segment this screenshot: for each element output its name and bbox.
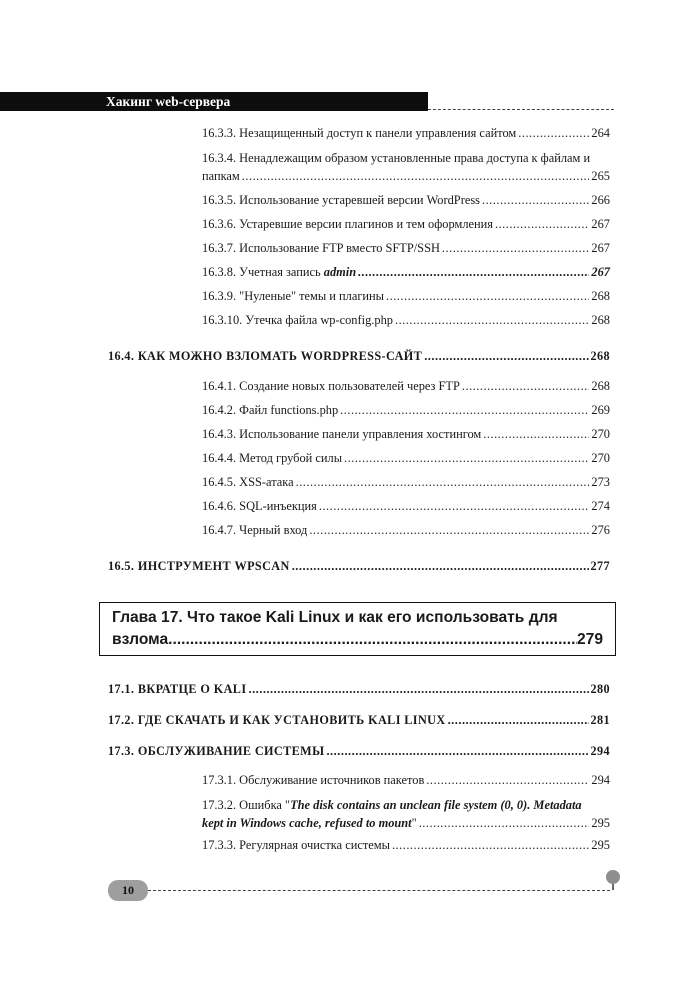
- dot-leader: [419, 814, 590, 832]
- dot-leader: [442, 239, 589, 257]
- toc-entry[interactable]: 16.3.9. "Нуленые" темы и плагины ..... 268: [202, 287, 610, 305]
- toc-section-heading[interactable]: 17.2. ГДЕ СКАЧАТЬ И КАК УСТАНОВИТЬ KALI LINUX ..... 281: [108, 711, 610, 729]
- dot-leader: [344, 449, 589, 467]
- footer-dashed-rule: [148, 890, 610, 891]
- toc-entry[interactable]: 16.4.2. Файл functions.php ..... 269: [202, 401, 610, 419]
- toc-entry[interactable]: 16.3.7. Использование FTP вместо SFTP/SSH ..... 267: [202, 239, 610, 257]
- toc-entry[interactable]: 16.4.7. Черный вход ..... 276: [202, 521, 610, 539]
- dot-leader: [426, 771, 589, 789]
- toc-entry[interactable]: 16.3.4. Ненадлежащим образом установленные права доступа к файлам и папкам ..... 265: [202, 149, 610, 185]
- running-header: [0, 92, 428, 111]
- page-number-badge: 10: [108, 880, 148, 901]
- dot-leader: [424, 347, 588, 365]
- dot-leader: [518, 124, 589, 142]
- dot-leader: [483, 425, 589, 443]
- dot-leader: [296, 473, 590, 491]
- toc-section-heading[interactable]: 17.3. ОБСЛУЖИВАНИЕ СИСТЕМЫ ..... 294: [108, 742, 610, 760]
- toc-entry[interactable]: 17.3.1. Обслуживание источников пакетов ..... 294: [202, 771, 610, 789]
- toc-entry[interactable]: 16.3.6. Устаревшие версии плагинов и тем оформления ..... 267: [202, 215, 610, 233]
- dot-leader: [292, 557, 589, 575]
- toc-section-heading[interactable]: 17.1. ВКРАТЦЕ О KALI ..... 280: [108, 680, 610, 698]
- toc-entry[interactable]: 16.4.5. XSS-атака ..... 273: [202, 473, 610, 491]
- dot-leader: [358, 263, 589, 281]
- chapter-heading-box[interactable]: [99, 602, 616, 656]
- toc-section-heading[interactable]: 16.4. КАК МОЖНО ВЗЛОМАТЬ WORDPRESS-САЙТ ..... 268: [108, 347, 610, 365]
- toc-entry[interactable]: 17.3.2. Ошибка "The disk contains an unclean file system (0, 0). Metadata kept in Windows cache, refused to mount" ..... 295: [202, 796, 610, 832]
- toc-entry[interactable]: 16.3.10. Утечка файла wp-config.php ..... 268: [202, 311, 610, 329]
- toc-entry[interactable]: 16.3.8. Учетная запись admin ..... 267: [202, 263, 610, 281]
- dot-leader: [309, 521, 589, 539]
- footer-dot-ornament: [606, 870, 620, 884]
- dot-leader: [319, 497, 590, 515]
- toc-entry[interactable]: 16.4.6. SQL-инъекция ..... 274: [202, 497, 610, 515]
- chapter-title-line2: взлома: [112, 631, 169, 648]
- dot-leader: [326, 742, 588, 760]
- footer-dot-tick: [612, 884, 614, 890]
- dot-leader: [386, 287, 589, 305]
- dot-leader: [392, 836, 589, 854]
- toc-entry[interactable]: 17.3.3. Регулярная очистка системы ..... 295: [202, 836, 610, 854]
- toc-section-heading[interactable]: 16.5. ИНСТРУМЕНТ WPSCAN ..... 277: [108, 557, 610, 575]
- chapter-title-line1: Глава 17. Что такое Kali Linux и как его использовать для: [112, 609, 558, 626]
- dot-leader: [340, 401, 589, 419]
- toc-entry[interactable]: 16.4.3. Использование панели управления хостингом ..... 270: [202, 425, 610, 443]
- dot-leader: [495, 215, 589, 233]
- toc-entry[interactable]: 16.4.4. Метод грубой силы ..... 270: [202, 449, 610, 467]
- dot-leader: [242, 167, 590, 185]
- header-dashed-rule: [428, 109, 614, 110]
- dot-leader: [395, 311, 589, 329]
- toc-entry[interactable]: 16.4.1. Создание новых пользователей через FTP ..... 268: [202, 377, 610, 395]
- dot-leader: [482, 191, 589, 209]
- dot-leader: [462, 377, 590, 395]
- dot-leader: [168, 629, 577, 651]
- toc-entry[interactable]: 16.3.3. Незащищенный доступ к панели управления сайтом ..... 264: [202, 124, 610, 142]
- dot-leader: [448, 711, 589, 729]
- toc-entry[interactable]: 16.3.5. Использование устаревшей версии WordPress ..... 266: [202, 191, 610, 209]
- dot-leader: [248, 680, 588, 698]
- running-header-title: Хакинг web-сервера: [106, 94, 231, 109]
- chapter-page-number: 279: [576, 631, 603, 648]
